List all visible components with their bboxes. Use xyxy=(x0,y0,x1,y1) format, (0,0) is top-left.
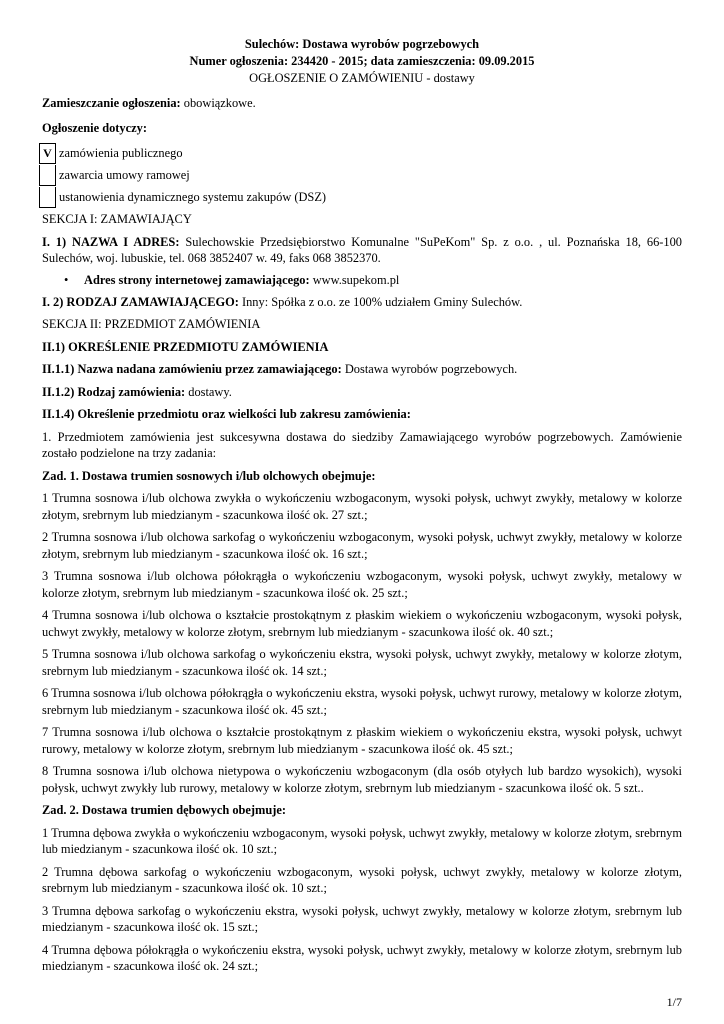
i1-paragraph xyxy=(42,234,682,267)
checkbox-box[interactable] xyxy=(39,165,56,186)
checkbox-row xyxy=(39,142,682,164)
document-header xyxy=(42,36,682,87)
dotyczy-text: Ogłoszenie dotyczy: xyxy=(42,120,147,135)
page-number: 1/7 xyxy=(666,995,682,1009)
checkbox-box[interactable] xyxy=(39,187,56,208)
www-label: Adres strony internetowej zamawiającego: xyxy=(84,272,310,287)
zamieszczanie-label: Zamieszczanie ogłoszenia: xyxy=(42,96,181,110)
zad2-title xyxy=(42,802,682,819)
checkbox-label: ustanowienia dynamicznego systemu zakupów (DSZ) xyxy=(59,189,327,204)
header-type: OGŁOSZENIE O ZAMÓWIENIU - dostawy xyxy=(249,71,475,85)
section-1-heading: SEKCJA I: ZAMAWIAJĄCY xyxy=(42,212,192,226)
zad1-title xyxy=(42,468,682,485)
section-2-heading: SEKCJA II: PRZEDMIOT ZAMÓWIENIA xyxy=(42,317,261,331)
i1-label: I. 1) NAZWA I ADRES: xyxy=(42,234,180,249)
checkbox-box[interactable]: V xyxy=(39,143,56,164)
ii12-paragraph xyxy=(42,384,682,401)
list-item: 4 Trumna dębowa półokrągła o wykończeniu ekstra, wysoki połysk, uchwyt zwykły, metalowy w kolorze złotym, srebrnym lub miedzianym - szacunkowa ilość ok. 24 szt.; xyxy=(42,942,682,973)
checkbox-row xyxy=(39,186,682,208)
i2-label: I. 2) RODZAJ ZAMAWIAJĄCEGO: xyxy=(42,294,239,309)
header-number: Numer ogłoszenia: 234420 - 2015; data zamieszczenia: 09.09.2015 xyxy=(189,54,535,68)
header-title: Sulechów: Dostawa wyrobów pogrzebowych xyxy=(244,37,480,51)
ii11-value: Dostawa wyrobów pogrzebowych. xyxy=(341,362,518,376)
ii14-text: II.1.4) Określenie przedmiotu oraz wielkości lub zakresu zamówienia: xyxy=(42,407,411,421)
list-item: 1 Trumna sosnowa i/lub olchowa zwykła o wykończeniu wzbogaconym, wysoki połysk, uchwyt zwykły, metalowy w kolorze złotym, srebrnym lub miedzianym - szacunkowa ilość ok. 27 szt.; xyxy=(42,491,682,522)
ii12-value: dostawy. xyxy=(185,384,232,399)
ii14-heading xyxy=(42,406,682,423)
www-bullet xyxy=(42,273,682,288)
bullet-icon: • xyxy=(64,272,69,287)
list-item: 4 Trumna sosnowa i/lub olchowa o kształcie prostokątnym z płaskim wiekiem o wykończeniu wzbogaconym, wysoki połysk, uchwyt zwykły, metalowy w kolorze złotym, srebrnym lub miedzianym - szacunkowa ilość ok. 40 szt.; xyxy=(42,608,682,639)
ii1-text: II.1) OKREŚLENIE PRZEDMIOTU ZAMÓWIENIA xyxy=(42,339,329,354)
list-item: 8 Trumna sosnowa i/lub olchowa nietypowa o wykończeniu wzbogaconym (dla osób otyłych lub bardzo wysokich), wysoki połysk, uchwyt zwykły lub rurowy, metalowy w kolorze złotym, srebrnym lub miedzianym - szacunkowa ilość ok. 5 szt.. xyxy=(42,764,682,795)
ii11-paragraph xyxy=(42,361,682,378)
list-item: 6 Trumna sosnowa i/lub olchowa półokrągła o wykończeniu ekstra, wysoki połysk, uchwyt rurowy, metalowy w kolorze złotym, srebrnym lub miedzianym - szacunkowa ilość ok. 45 szt.; xyxy=(42,686,682,717)
list-item: 1 Trumna dębowa zwykła o wykończeniu wzbogaconym, wysoki połysk, uchwyt zwykły, metalowy w kolorze złotym, srebrnym lub miedzianym - szacunkowa ilość ok. 10 szt.; xyxy=(42,825,682,856)
www-value[interactable]: www.supekom.pl xyxy=(309,272,400,287)
checkbox-row xyxy=(39,164,682,186)
zamieszczanie-line xyxy=(42,95,682,112)
dotyczy-label xyxy=(42,120,682,137)
zad2-title-text: Zad. 2. Dostawa trumien dębowych obejmuje: xyxy=(42,803,287,817)
i2-value: Inny: Spółka z o.o. ze 100% udziałem Gminy Sulechów. xyxy=(238,294,523,309)
checkbox-label: zamówienia publicznego xyxy=(59,145,183,160)
document-page xyxy=(42,36,682,975)
list-item: 3 Trumna sosnowa i/lub olchowa półokrągła o wykończeniu wzbogaconym, wysoki połysk, uchwyt zwykły, metalowy w kolorze złotym, srebrnym lub miedzianym - szacunkowa ilość ok. 25 szt.; xyxy=(42,569,682,600)
list-item: 3 Trumna dębowa sarkofag o wykończeniu ekstra, wysoki połysk, uchwyt zwykły, metalowy w kolorze złotym, srebrnym lub miedzianym - szacunkowa ilość ok. 15 szt.; xyxy=(42,903,682,934)
zad1-title-text: Zad. 1. Dostawa trumien sosnowych i/lub olchowych obejmuje: xyxy=(42,468,376,483)
ii1-heading xyxy=(42,339,682,356)
ii11-label: II.1.1) Nazwa nadana zamówieniu przez zamawiającego: xyxy=(42,362,342,376)
i2-paragraph xyxy=(42,294,682,311)
zamieszczanie-value: obowiązkowe. xyxy=(180,96,256,110)
checkbox-group xyxy=(42,142,682,208)
intro-paragraph: 1. Przedmiotem zamówienia jest sukcesywna dostawa do siedziby Zamawiającego wyrobów pogrzebowych. Zamówienie zostało podzielone na trzy zadania: xyxy=(42,429,682,460)
list-item: 7 Trumna sosnowa i/lub olchowa o kształcie prostokątnym z płaskim wiekiem o wykończeniu ekstra, wysoki połysk, uchwyt rurowy, metalowy w kolorze złotym, srebrnym lub miedzianym - szacunkowa ilość ok. 45 szt.; xyxy=(42,725,682,756)
checkbox-label: zawarcia umowy ramowej xyxy=(59,167,190,182)
i1-value: Sulechowskie Przedsiębiorstwo Komunalne "SuPeKom" Sp. z o.o. , ul. Poznańska 18, 66-100 Sulechów, woj. lubuskie, tel. 068 3852407 w. 49, faks 068 3852370. xyxy=(42,234,682,265)
ii12-label: II.1.2) Rodzaj zamówienia: xyxy=(42,384,186,399)
list-item: 2 Trumna sosnowa i/lub olchowa sarkofag o wykończeniu wzbogaconym, wysoki połysk, uchwyt zwykły, metalowy w kolorze złotym, srebrnym lub miedzianym - szacunkowa ilość ok. 16 szt.; xyxy=(42,530,682,561)
list-item: 5 Trumna sosnowa i/lub olchowa sarkofag o wykończeniu ekstra, wysoki połysk, uchwyt zwykły, metalowy w kolorze złotym, srebrnym lub miedzianym - szacunkowa ilość ok. 14 szt.; xyxy=(42,647,682,678)
list-item: 2 Trumna dębowa sarkofag o wykończeniu wzbogaconym, wysoki połysk, uchwyt zwykły, metalowy w kolorze złotym, srebrnym lub miedzianym - szacunkowa ilość ok. 10 szt.; xyxy=(42,864,682,895)
